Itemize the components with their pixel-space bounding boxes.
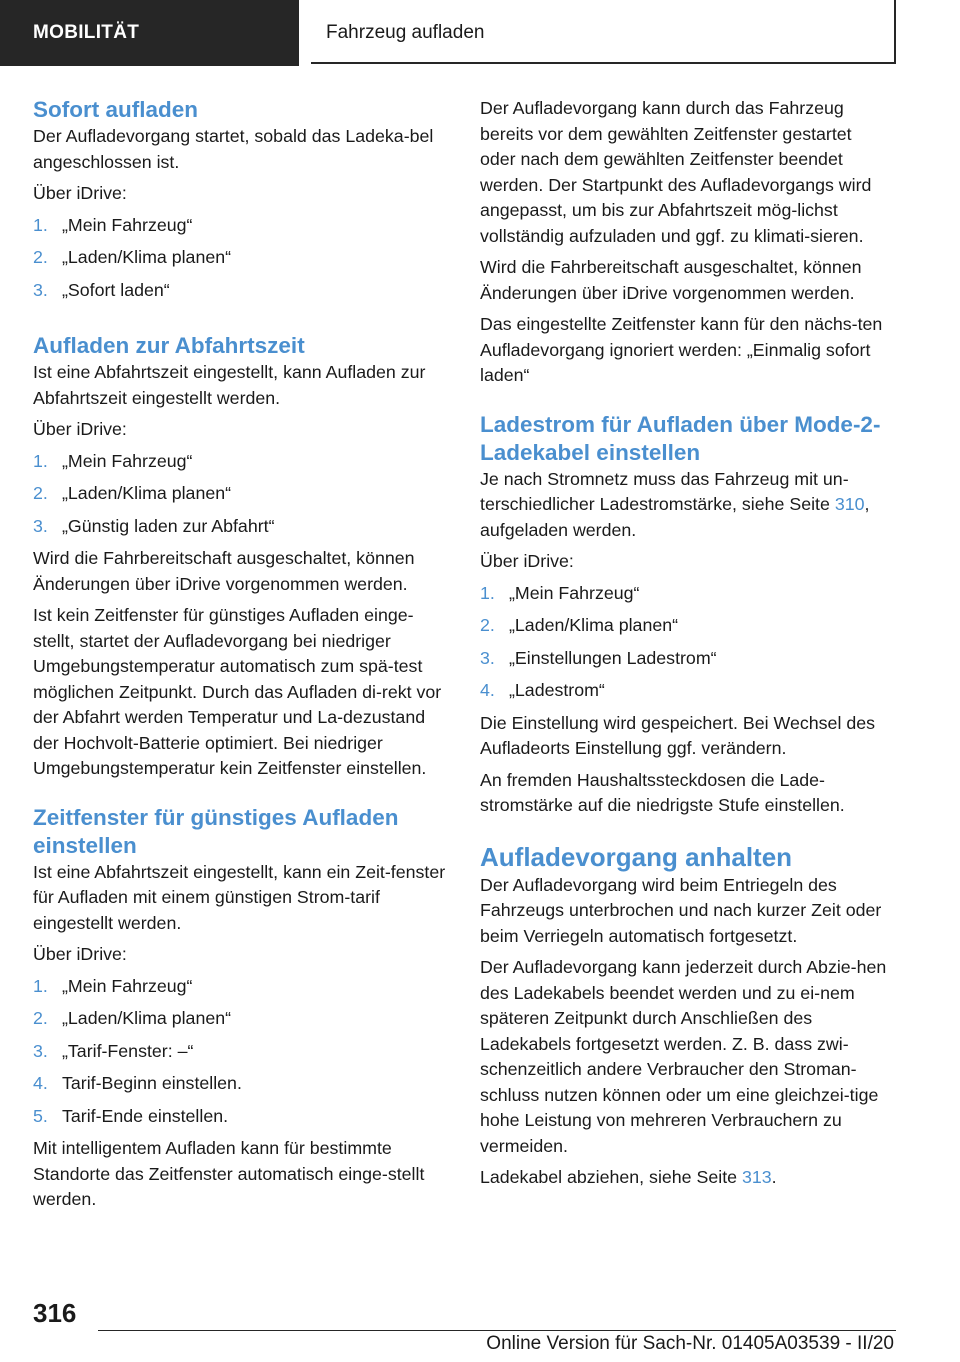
list-item: 1. „Mein Fahrzeug“ bbox=[33, 975, 193, 996]
list-item: 4. Tarif-Beginn einstellen. bbox=[33, 1073, 242, 1093]
list-item: 3. „Sofort laden“ bbox=[33, 279, 170, 300]
paragraph: Die Einstellung wird gespeichert. Bei Wechsel des Aufladeorts Einstellung ggf. verändern. bbox=[480, 712, 876, 758]
heading-aufladevorgang-anhalten: Aufladevorgang anhalten bbox=[480, 841, 793, 872]
paragraph: Ist eine Abfahrtszeit eingestellt, kann ein Zeit‐fenster für Aufladen mit einem günstigen Strom‐tarif eingestellt werden. bbox=[33, 861, 446, 933]
list-item: 1. „Mein Fahrzeug“ bbox=[480, 582, 640, 603]
heading-zeitfenster: Zeitfenster für günstiges Aufladen einstellen bbox=[33, 804, 399, 858]
paragraph: Der Aufladevorgang kann jederzeit durch Abzie‐hen des Ladekabels beendet werden und zu ei‐nem späteren Zeitpunkt durch Anschließen des Ladekabels fortgesetzt werden. Z. B. dass zwi‐schenzeitlich andere Verbraucher den Stroman‐schluss nutzen können oder um eine gleichzei‐tige hohe Leistung von mehreren Verbrauchern zu vermeiden. bbox=[480, 957, 887, 1156]
heading-aufladen-zur-abfahrtszeit: Aufladen zur Abfahrtszeit bbox=[33, 333, 305, 358]
list-item: 5. Tarif-Ende einstellen. bbox=[33, 1105, 229, 1126]
page-number: 316 bbox=[33, 1298, 77, 1328]
list-item: 2. „Laden/Klima planen“ bbox=[480, 615, 679, 635]
paragraph: Der Aufladevorgang kann durch das Fahrzeug bereits vor dem gewählten Zeitfenster gestartet oder nach dem gewählten Zeitfenster beendet werden. Der Startpunkt des Aufladevorgangs wird angepasst, um bis zur Abfahrtszeit mög‐lichst vollständig aufzuladen und ggf. zu klimati‐sieren. bbox=[480, 98, 872, 246]
list-item: 4. „Ladestrom“ bbox=[480, 680, 605, 700]
via-idrive-label: Über iDrive: bbox=[480, 551, 574, 571]
step-list bbox=[33, 974, 453, 1130]
paragraph: Mit intelligentem Aufladen kann für bestimmte Standorte das Zeitfenster automatisch einge‐stellt werden. bbox=[33, 1138, 425, 1209]
paragraph: Der Aufladevorgang startet, sobald das Ladeka‐bel angeschlossen ist. bbox=[33, 126, 434, 172]
paragraph: Ist kein Zeitfenster für günstiges Aufladen einge‐stellt, startet der Aufladevorgang bei niedriger Umgebungstemperatur automatisch zum spä‐test möglichen Zeitpunkt. Durch das Aufladen di‐rekt vor der Abfahrt werden Temperatur und La‐dezustand der Hochvolt-Batterie optimiert. Bei niedriger Umgebungstemperatur kein Zeitfenster einstellen. bbox=[33, 605, 442, 778]
heading-ladestrom: Ladestrom für Aufladen über Mode-2-Ladekabel einstellen bbox=[480, 411, 881, 465]
footer-version-text: Online Version für Sach-Nr. 01405A03539 - II/20 bbox=[486, 1333, 894, 1354]
list-item: 2. „Laden/Klima planen“ bbox=[33, 247, 232, 267]
step-list bbox=[480, 581, 892, 704]
paragraph: An fremden Haushaltssteckdosen die Lade‐stromstärke auf die niedrigste Stufe einstellen. bbox=[480, 769, 845, 815]
paragraph: Das eingestellte Zeitfenster kann für den nächs‐ten Aufladevorgang ignoriert werden: „Einmalig sofort laden“ bbox=[480, 314, 883, 385]
page-reference-link[interactable]: 313 bbox=[741, 1167, 772, 1187]
chapter-title: Fahrzeug aufladen bbox=[311, 0, 896, 64]
via-idrive-label: Über iDrive: bbox=[33, 944, 127, 964]
page-reference-link[interactable]: 310 bbox=[834, 494, 865, 514]
left-column bbox=[33, 96, 453, 1213]
section-tab: MOBILITÄT bbox=[0, 0, 299, 66]
list-item: 3. „Günstig laden zur Abfahrt“ bbox=[33, 515, 275, 536]
step-list bbox=[33, 449, 453, 540]
paragraph: Je nach Stromnetz muss das Fahrzeug mit un‐terschiedlicher Ladestromstärke, siehe Seite 310, aufgeladen werden. bbox=[480, 468, 870, 540]
list-item: 1. „Mein Fahrzeug“ bbox=[33, 450, 193, 471]
paragraph: Wird die Fahrbereitschaft ausgeschaltet, können Änderungen über iDrive vorgenommen werden. bbox=[33, 548, 415, 594]
list-item: 2. „Laden/Klima planen“ bbox=[33, 1008, 232, 1028]
paragraph: Wird die Fahrbereitschaft ausgeschaltet, können Änderungen über iDrive vorgenommen werden. bbox=[480, 257, 862, 303]
page-header bbox=[0, 0, 960, 66]
heading-sofort-aufladen: Sofort aufladen bbox=[33, 97, 199, 122]
list-item: 3. „Tarif-Fenster: –“ bbox=[33, 1040, 194, 1061]
list-item: 1. „Mein Fahrzeug“ bbox=[33, 214, 193, 235]
paragraph: Der Aufladevorgang wird beim Entriegeln des Fahrzeugs unterbrochen und nach kurzer Zeit oder beim Verriegeln automatisch fortgesetzt. bbox=[480, 874, 882, 946]
paragraph: Ladekabel abziehen, siehe Seite 313. bbox=[480, 1167, 777, 1187]
via-idrive-label: Über iDrive: bbox=[33, 419, 127, 439]
right-column bbox=[480, 96, 892, 1191]
list-item: 3. „Einstellungen Ladestrom“ bbox=[480, 647, 717, 668]
via-idrive-label: Über iDrive: bbox=[33, 183, 127, 203]
list-item: 2. „Laden/Klima planen“ bbox=[33, 483, 232, 503]
paragraph: Ist eine Abfahrtszeit eingestellt, kann Aufladen zur Abfahrtszeit eingestellt werden. bbox=[33, 362, 426, 408]
step-list bbox=[33, 213, 453, 304]
